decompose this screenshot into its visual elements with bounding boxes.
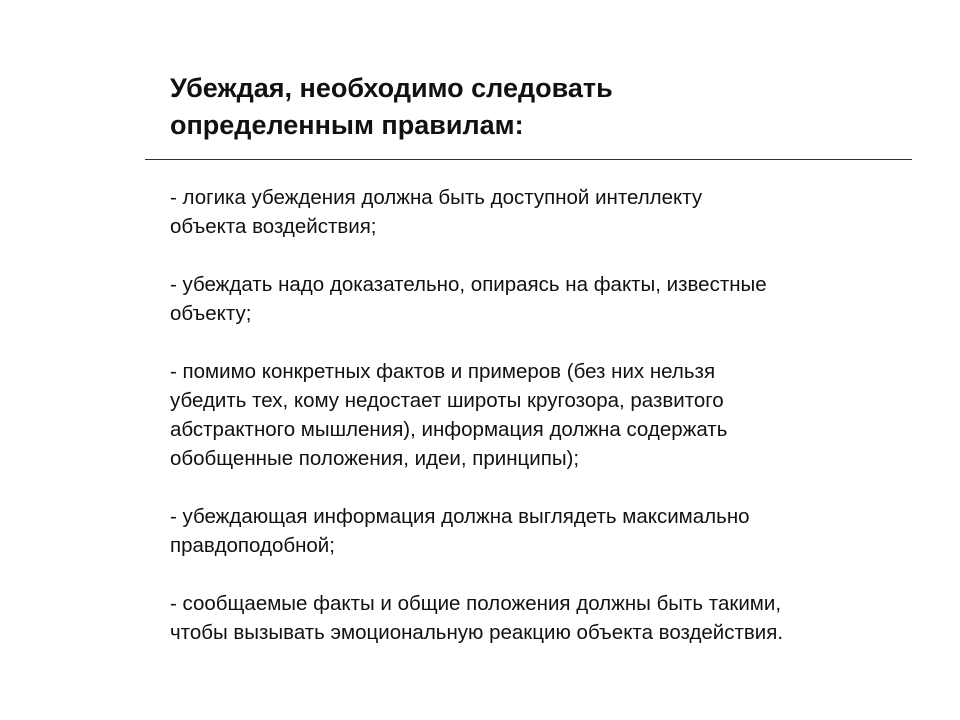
slide-title — [170, 70, 890, 144]
rule-item: - логика убеждения должна быть доступной интеллекту объекта воздействия; — [170, 186, 703, 238]
title-divider — [145, 159, 912, 160]
rule-item: - сообщаемые факты и общие положения должны быть такими, чтобы вызывать эмоциональную реакцию объекта воздействия. — [170, 592, 784, 644]
rule-item: - убеждающая информация должна выглядеть максимально правдоподобной; — [170, 505, 750, 557]
slide-title-line-1: Убеждая, необходимо следовать — [170, 73, 613, 103]
slide-title-line-2: определенным правилам: — [170, 110, 524, 140]
rules-list — [170, 183, 920, 647]
rule-item: - убеждать надо доказательно, опираясь на факты, известные объекту; — [170, 273, 767, 325]
rule-item: - помимо конкретных фактов и примеров (без них нельзя убедить тех, кому недостает широты кругозора, развитого абстрактного мышления), информация должна содержать обобщенные положения, идеи, принципы); — [170, 360, 728, 470]
